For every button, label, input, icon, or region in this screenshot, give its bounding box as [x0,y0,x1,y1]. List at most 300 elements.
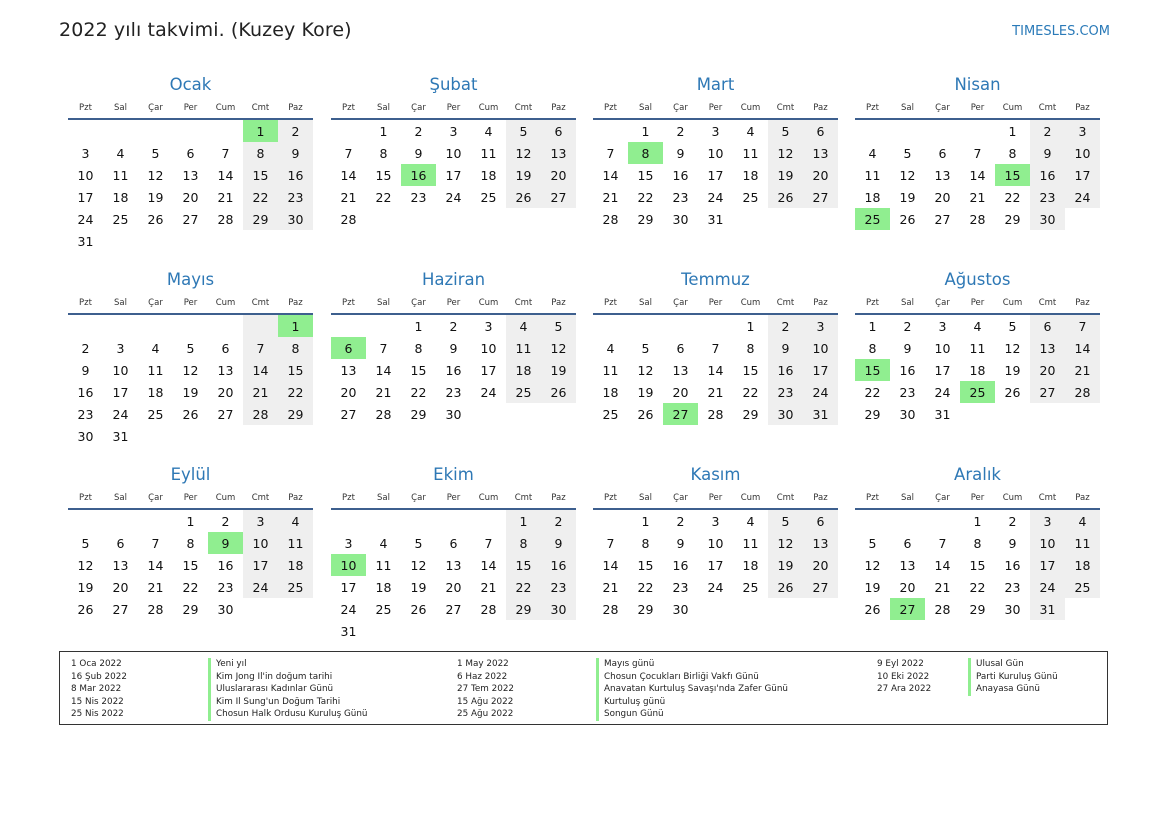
weekday-label: Per [183,103,198,113]
day-cell: 4 [746,513,755,529]
day-cell: 17 [707,557,724,573]
day-cell: 29 [864,406,881,422]
weekday-label: Çar [935,493,950,503]
day-cell: 22 [278,381,313,403]
day-cell: 13 [112,557,129,573]
day-cell: 9 [768,337,803,359]
day-cell: 11 [278,532,313,554]
days-grid [68,315,313,447]
day-cell: 6 [331,337,366,359]
day-cell: 27 [112,601,129,617]
day-cell: 14 [217,167,234,183]
weekday-label: Pzt [79,493,92,503]
day-cell: 12 [768,142,803,164]
day-cell: 27 [541,186,576,208]
day-cell: 26 [410,601,427,617]
days-grid [855,510,1100,620]
weekday-label: Cmt [514,493,533,503]
empty-day-cell [593,510,628,532]
days-grid [855,315,1100,425]
day-cell: 21 [243,381,278,403]
day-cell: 19 [768,164,803,186]
day-cell: 1 [641,123,650,139]
weekday-label: Pzt [79,298,92,308]
day-cell: 12 [864,557,881,573]
day-cell: 21 [602,579,619,595]
empty-day-cell [68,315,103,337]
day-cell: 26 [768,186,803,208]
day-cell: 24 [480,384,497,400]
weekday-label: Pzt [866,493,879,503]
day-cell: 23 [77,406,94,422]
day-cell: 8 [746,340,755,356]
weekday-label: Cum [1002,298,1023,308]
weekday-label: Çar [148,298,163,308]
weekday-label: Per [970,493,985,503]
holiday-names-col-3 [968,658,1058,696]
empty-day-cell [103,315,138,337]
day-cell: 9 [414,145,423,161]
day-cell: 1 [506,510,541,532]
holiday-name: Chosun Halk Ordusu Kuruluş Günü [216,709,368,720]
day-cell: 19 [637,384,654,400]
day-cell: 18 [480,167,497,183]
day-cell: 6 [449,535,458,551]
day-cell: 29 [182,601,199,617]
empty-day-cell [366,510,401,532]
day-cell: 19 [410,579,427,595]
day-cell: 11 [506,337,541,359]
day-cell: 26 [77,601,94,617]
day-cell: 27 [445,601,462,617]
site-link[interactable]: TIMESLES.COM [1012,24,1110,39]
day-cell: 5 [903,145,912,161]
month-name: Temmuz [681,270,750,289]
days-grid [593,510,838,620]
empty-day-cell [506,208,541,230]
day-cell: 13 [541,142,576,164]
day-cell: 5 [641,340,650,356]
day-cell: 16 [899,362,916,378]
day-cell: 10 [243,532,278,554]
day-cell: 5 [868,535,877,551]
weekday-header [68,293,313,315]
empty-day-cell [1065,208,1100,230]
day-cell: 6 [903,535,912,551]
day-cell: 31 [707,211,724,227]
days-grid [68,120,313,252]
weekday-label: Cmt [251,103,270,113]
empty-day-cell [995,403,1030,425]
day-cell: 17 [77,189,94,205]
day-cell: 4 [868,145,877,161]
day-cell: 24 [1065,186,1100,208]
day-cell: 25 [960,381,995,403]
weekday-label: Sal [901,298,914,308]
day-cell: 10 [480,340,497,356]
holiday-date: 25 Ağu 2022 [457,709,514,720]
day-cell: 4 [151,340,160,356]
empty-day-cell [331,120,366,142]
day-cell: 14 [480,557,497,573]
holiday-date: 27 Tem 2022 [457,684,515,695]
weekday-label: Per [970,103,985,113]
day-cell: 2 [676,513,685,529]
empty-day-cell [331,510,366,532]
day-cell: 19 [864,579,881,595]
day-cell: 4 [973,318,982,334]
month-block [331,462,576,642]
day-cell: 6 [116,535,125,551]
day-cell: 17 [934,362,951,378]
day-cell: 27 [182,211,199,227]
empty-day-cell [173,315,208,337]
weekday-label: Cmt [251,298,270,308]
weekday-label: Per [446,493,461,503]
month-name: Kasım [690,465,741,484]
day-cell: 23 [672,579,689,595]
day-cell: 11 [969,340,986,356]
empty-day-cell [138,230,173,252]
day-cell: 12 [77,557,94,573]
day-cell: 21 [217,189,234,205]
empty-day-cell [243,425,278,447]
month-name: Nisan [954,75,1001,94]
day-cell: 22 [1004,189,1021,205]
weekday-label: Çar [673,103,688,113]
day-cell: 17 [707,167,724,183]
weekday-header [855,293,1100,315]
day-cell: 7 [1065,315,1100,337]
day-cell: 4 [506,315,541,337]
day-cell: 30 [672,211,689,227]
day-cell: 28 [147,601,164,617]
day-cell: 27 [663,403,698,425]
holiday-name: Yeni yıl [216,659,247,669]
holiday-name: Kim Il Sung'un Doğum Tarihi [216,696,341,707]
holiday-date: 15 Nis 2022 [71,696,124,707]
day-cell: 14 [147,557,164,573]
day-cell: 24 [112,406,129,422]
weekday-label: Cmt [514,103,533,113]
day-cell: 16 [541,554,576,576]
day-cell: 5 [541,315,576,337]
day-cell: 19 [899,189,916,205]
weekday-label: Cum [1002,493,1023,503]
day-cell: 30 [672,601,689,617]
day-cell: 7 [606,535,615,551]
day-cell: 1 [868,318,877,334]
day-cell: 12 [1004,340,1021,356]
day-cell: 4 [746,123,755,139]
day-cell: 29 [506,598,541,620]
day-cell: 15 [969,557,986,573]
empty-day-cell [401,620,436,642]
day-cell: 3 [803,315,838,337]
day-cell: 20 [445,579,462,595]
day-cell: 25 [506,381,541,403]
weekday-label: Cum [1002,103,1023,113]
day-cell: 28 [934,601,951,617]
day-cell: 28 [480,601,497,617]
day-cell: 8 [379,145,388,161]
day-cell: 28 [375,406,392,422]
empty-day-cell [366,315,401,337]
day-cell: 5 [768,510,803,532]
day-cell: 10 [707,535,724,551]
month-block [331,72,576,230]
day-cell: 28 [602,601,619,617]
weekday-header [331,98,576,120]
day-cell: 10 [112,362,129,378]
day-cell: 17 [1030,554,1065,576]
day-cell: 6 [803,510,838,532]
day-cell: 12 [506,142,541,164]
empty-day-cell [925,120,960,142]
day-cell: 25 [742,579,759,595]
day-cell: 30 [768,403,803,425]
empty-day-cell [68,510,103,532]
empty-day-cell [593,315,628,337]
day-cell: 15 [637,557,654,573]
day-cell: 11 [375,557,392,573]
day-cell: 1 [186,513,195,529]
day-cell: 7 [243,337,278,359]
day-cell: 1 [746,318,755,334]
empty-day-cell [243,230,278,252]
day-cell: 1 [1008,123,1017,139]
weekday-label: Cum [478,103,499,113]
day-cell: 14 [707,362,724,378]
day-cell: 4 [278,510,313,532]
day-cell: 13 [899,557,916,573]
day-cell: 11 [742,145,759,161]
holiday-date: 27 Ara 2022 [877,684,932,695]
empty-day-cell [401,510,436,532]
empty-day-cell [138,425,173,447]
day-cell: 23 [278,186,313,208]
day-cell: 26 [506,186,541,208]
day-cell: 22 [243,186,278,208]
day-cell: 21 [969,189,986,205]
weekday-label: Çar [935,103,950,113]
holiday-name: Ulusal Gün [976,659,1024,669]
empty-day-cell [768,598,803,620]
day-cell: 17 [480,362,497,378]
day-cell: 14 [1065,337,1100,359]
day-cell: 2 [541,510,576,532]
day-cell: 22 [375,189,392,205]
day-cell: 18 [969,362,986,378]
day-cell: 13 [340,362,357,378]
empty-day-cell [436,208,471,230]
weekday-label: Cmt [514,298,533,308]
weekday-label: Cum [740,103,761,113]
day-cell: 28 [707,406,724,422]
weekday-header [68,488,313,510]
day-cell: 5 [506,120,541,142]
day-cell: 15 [742,362,759,378]
empty-day-cell [366,208,401,230]
weekday-label: Paz [813,298,828,308]
day-cell: 3 [484,318,493,334]
day-cell: 11 [864,167,881,183]
day-cell: 19 [768,554,803,576]
empty-day-cell [733,208,768,230]
day-cell: 2 [449,318,458,334]
month-block [593,267,838,425]
day-cell: 12 [182,362,199,378]
holiday-names-col-1 [208,658,368,721]
day-cell: 20 [803,554,838,576]
day-cell: 22 [182,579,199,595]
empty-day-cell [103,230,138,252]
weekday-label: Pzt [866,298,879,308]
day-cell: 20 [672,384,689,400]
holiday-name: Uluslararası Kadınlar Günü [216,684,334,695]
weekday-header [331,293,576,315]
day-cell: 6 [541,120,576,142]
empty-day-cell [541,208,576,230]
empty-day-cell [278,598,313,620]
day-cell: 14 [375,362,392,378]
day-cell: 20 [182,189,199,205]
day-cell: 11 [147,362,164,378]
day-cell: 10 [934,340,951,356]
day-cell: 30 [1004,601,1021,617]
holiday-name: Songun Günü [604,709,664,720]
day-cell: 13 [445,557,462,573]
day-cell: 25 [602,406,619,422]
day-cell: 30 [445,406,462,422]
day-cell: 15 [278,359,313,381]
month-block [855,72,1100,230]
day-cell: 23 [768,381,803,403]
empty-day-cell [331,315,366,337]
day-cell: 17 [803,359,838,381]
weekday-label: Paz [1075,493,1090,503]
day-cell: 10 [1030,532,1065,554]
day-cell: 26 [864,601,881,617]
weekday-label: Cum [740,298,761,308]
empty-day-cell [855,510,890,532]
weekday-header [855,488,1100,510]
day-cell: 23 [410,189,427,205]
day-cell: 16 [1004,557,1021,573]
day-cell: 2 [1008,513,1017,529]
day-cell: 8 [414,340,423,356]
day-cell: 5 [151,145,160,161]
day-cell: 2 [768,315,803,337]
month-block [855,267,1100,425]
empty-day-cell [401,208,436,230]
day-cell: 3 [711,123,720,139]
day-cell: 21 [934,579,951,595]
day-cell: 21 [375,384,392,400]
day-cell: 10 [331,554,366,576]
days-grid [855,120,1100,230]
month-name: Aralık [954,465,1001,484]
month-block [68,267,313,447]
weekday-label: Çar [411,103,426,113]
day-cell: 5 [186,340,195,356]
empty-day-cell [436,620,471,642]
empty-day-cell [471,620,506,642]
empty-day-cell [663,315,698,337]
day-cell: 8 [628,142,663,164]
weekday-label: Per [708,493,723,503]
day-cell: 31 [803,403,838,425]
day-cell: 4 [116,145,125,161]
weekday-label: Sal [114,493,127,503]
day-cell: 21 [340,189,357,205]
day-cell: 9 [676,535,685,551]
day-cell: 28 [340,211,357,227]
day-cell: 18 [147,384,164,400]
day-cell: 1 [973,513,982,529]
month-name: Ekim [433,465,474,484]
day-cell: 21 [602,189,619,205]
day-cell: 7 [938,535,947,551]
empty-day-cell [436,510,471,532]
day-cell: 28 [969,211,986,227]
day-cell: 17 [1065,164,1100,186]
holiday-date: 25 Nis 2022 [71,709,124,720]
empty-day-cell [855,120,890,142]
day-cell: 4 [484,123,493,139]
holiday-date: 1 Oca 2022 [71,659,122,669]
weekday-label: Pzt [342,493,355,503]
day-cell: 7 [484,535,493,551]
holiday-date: 15 Ağu 2022 [457,696,514,707]
day-cell: 31 [934,406,951,422]
empty-day-cell [506,620,541,642]
day-cell: 24 [1030,576,1065,598]
day-cell: 2 [676,123,685,139]
month-block [68,72,313,252]
days-grid [331,120,576,230]
day-cell: 7 [221,145,230,161]
day-cell: 29 [637,211,654,227]
day-cell: 27 [340,406,357,422]
day-cell: 15 [375,167,392,183]
days-grid [593,120,838,230]
weekday-label: Çar [673,298,688,308]
day-cell: 10 [1065,142,1100,164]
day-cell: 8 [186,535,195,551]
empty-day-cell [243,315,278,337]
day-cell: 21 [707,384,724,400]
day-cell: 27 [1030,381,1065,403]
day-cell: 3 [344,535,353,551]
weekday-label: Paz [288,493,303,503]
month-block [855,462,1100,620]
empty-day-cell [471,208,506,230]
day-cell: 19 [541,359,576,381]
empty-day-cell [103,510,138,532]
holiday-date: 1 May 2022 [457,659,509,669]
day-cell: 3 [116,340,125,356]
day-cell: 29 [278,403,313,425]
empty-day-cell [1065,403,1100,425]
day-cell: 12 [768,532,803,554]
weekday-header [855,98,1100,120]
holiday-date: 9 Eyl 2022 [877,659,924,669]
weekday-header [593,488,838,510]
weekday-label: Sal [377,298,390,308]
day-cell: 19 [147,189,164,205]
weekday-label: Sal [639,298,652,308]
